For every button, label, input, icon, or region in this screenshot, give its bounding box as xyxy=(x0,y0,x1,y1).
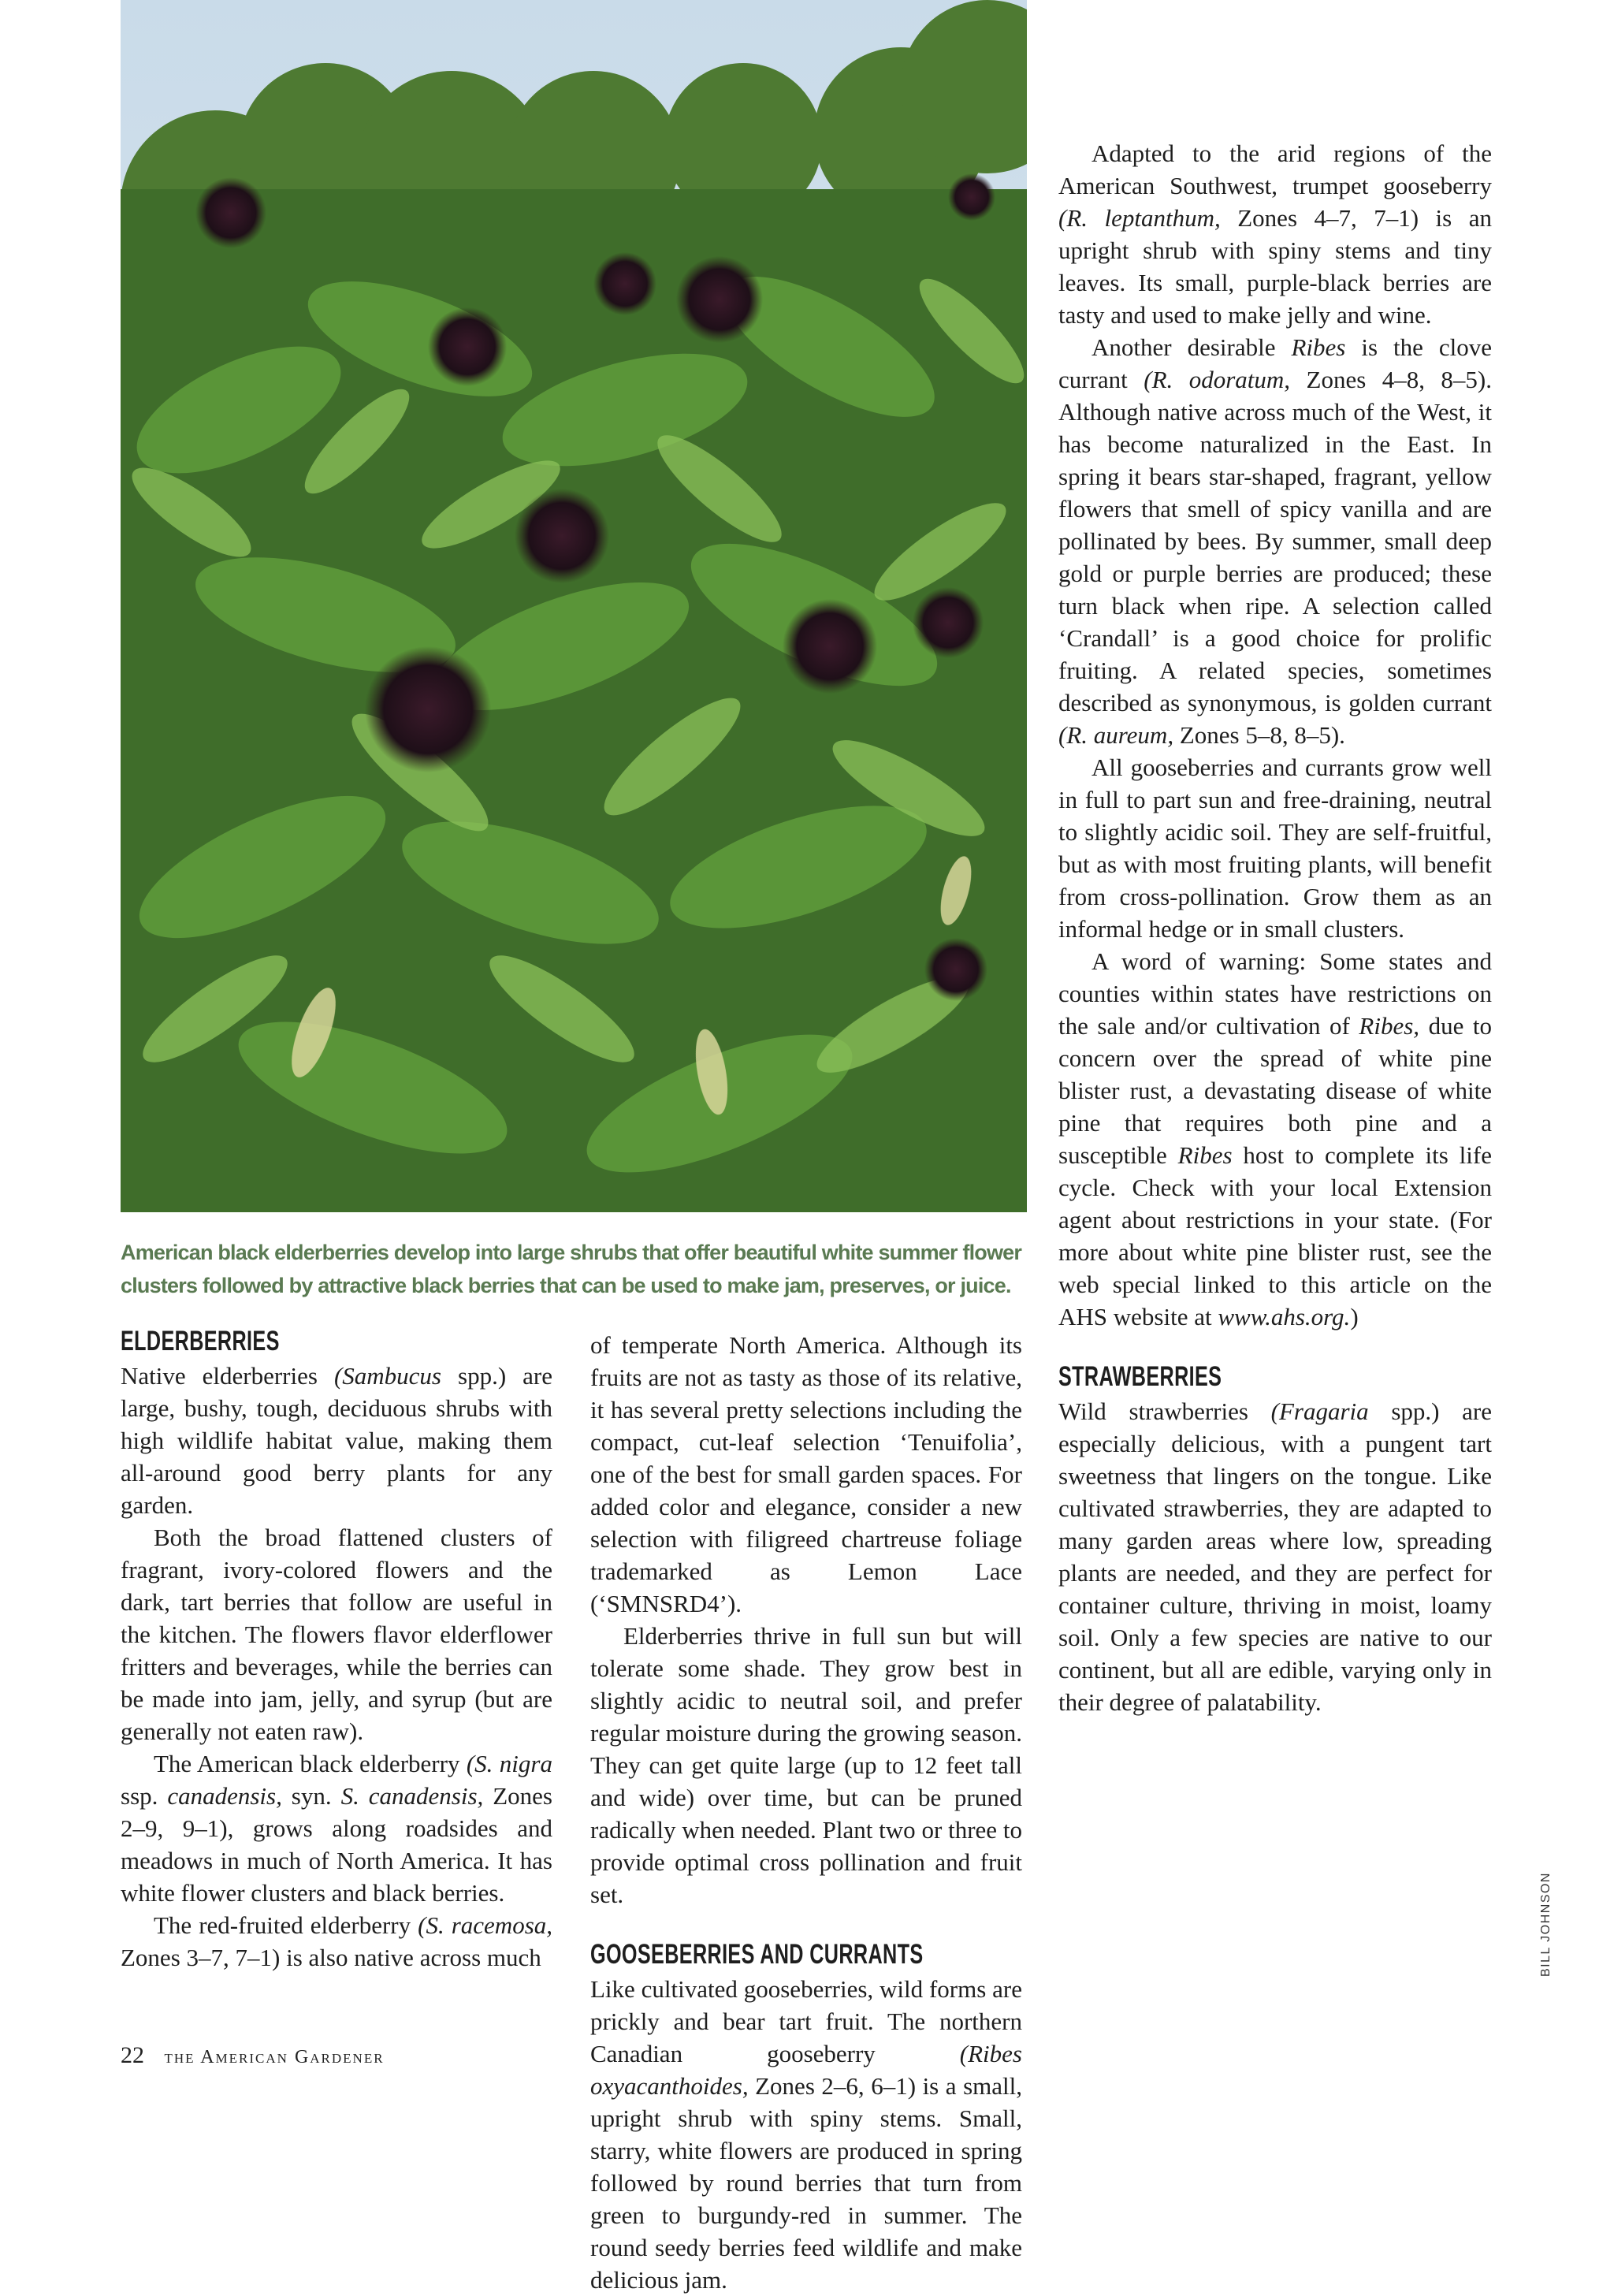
paragraph: Both the broad flattened clusters of fragrant, ivory-colored flowers and the dark, tart berries that follow are useful in the kitchen. The flowers flavor elderflower fritters and beverages, while the berries can be made into jam, jelly, and syrup (but are generally not eaten raw). xyxy=(121,1524,552,1745)
magazine-title: the American Gardener xyxy=(164,2047,385,2067)
heading-strawberries: STRAWBERRIES xyxy=(1058,1361,1222,1392)
elderberry-shrub-photo xyxy=(121,0,1027,1212)
paragraph-continued: of temperate North America. Although its fruits are not as tasty as those of its relative, it has several pretty selections including the compact, cut-leaf selection ‘Tenuifolia’, one of the best for small garden spaces. For added color and elegance, consider a new selection with filigreed chartreuse foliage trademarked as Lemon Lace (‘SMNSRD4’). xyxy=(590,1331,1022,1617)
page-footer xyxy=(121,2042,672,2069)
page-number: 22 xyxy=(121,2042,144,2068)
heading-elderberries: ELDERBERRIES xyxy=(121,1326,280,1356)
column-2 xyxy=(590,1329,1022,2296)
heading-gooseberries-and-currants: GOOSEBERRIES AND CURRANTS xyxy=(590,1939,924,1970)
paragraph: A word of warning: Some states and counties within states have restrictions on the sale and/or cultivation of Ribes, due to concern over the spread of white pine blister rust, a devastating disease of white pine that requires both pine and a susceptible Ribes host to complete its life cycle. Check with your local Extension agent about restrictions in your state. (For more about white pine blister rust, see the web special linked to this article on the AHS website at www.ahs.org.) xyxy=(1058,947,1492,1330)
paragraph: Elderberries thrive in full sun but will tolerate some shade. They grow best in slightly acidic to neutral soil, and prefer regular moisture during the growing season. They can get quite large (up to 12 feet tall and wide) over time, but can be pruned radically when needed. Plant two or three to provide optimal cross pollination and fruit set. xyxy=(590,1622,1022,1908)
paragraph: Another desirable Ribes is the clove currant (R. odoratum, Zones 4–8, 8–5). Although native across much of the West, it has become naturalized in the East. In spring it bears star-shaped, fragrant, yellow flowers that smell of spicy vanilla and are pollinated by bees. By summer, small deep gold or purple berries are produced; these turn black when ripe. A selection called ‘Crandall’ is a good choice for prolific fruiting. A related species, sometimes described as synonymous, is golden currant (R. aureum, Zones 5–8, 8–5). xyxy=(1058,333,1493,749)
photo-credit xyxy=(1539,1872,1563,1977)
paragraph: Adapted to the arid regions of the American Southwest, trumpet gooseberry (R. leptanthum, Zones 4–7, 7–1) is an upright shrub with spiny stems and tiny leaves. Its small, purple-black berries are tasty and used to make jelly and wine. xyxy=(1058,140,1492,329)
paragraph: The red-fruited elderberry (S. racemosa, Zones 3–7, 7–1) is also native across much xyxy=(121,1911,553,1971)
photo-credit-text: BILL JOHNSON xyxy=(1539,1872,1553,1977)
paragraph: Wild strawberries (Fragaria spp.) are especially delicious, with a pungent tart sweetness that lingers on the tongue. Like cultivated strawberries, they are adapted to many garden areas where low, spreading plants are needed, and they are perfect for container culture, thriving in moist, loamy soil. Only a few species are native to our continent, but all are edible, varying only in their degree of palatability. xyxy=(1058,1397,1492,1716)
column-1 xyxy=(121,1323,552,1974)
paragraph: All gooseberries and currants grow well in full to part sun and free-draining, neutral to slightly acidic soil. They are self-fruitful, but as with most fruiting plants, will benefit from cross-pollination. Grow them as an informal hedge or in small clusters. xyxy=(1058,754,1492,943)
paragraph: Native elderberries (Sambucus spp.) are large, bushy, tough, deciduous shrubs with high wildlife habitat value, making them all-around good berry plants for any garden. xyxy=(121,1362,552,1519)
column-3 xyxy=(1058,137,1492,1718)
paragraph: Like cultivated gooseberries, wild forms are prickly and bear tart fruit. The northern Canadian gooseberry (Ribes oxyacanthoides, Zones 2–6, 6–1) is a small, upright shrub with spiny stems. Small, starry, white flowers are produced in spring followed by round berries that turn from green to burgundy-red in summer. The round seedy berries feed wildlife and make delicious jam. xyxy=(590,1975,1022,2294)
paragraph: The American black elderberry (S. nigra ssp. canadensis, syn. S. canadensis, Zones 2–9, 9–1), grows along roadsides and meadows in much of North America. It has white flower clusters and black berries. xyxy=(121,1750,552,1907)
photo-caption: American black elderberries develop into large shrubs that offer beautiful white summer flower clusters followed by attractive black berries that can be used to make jam, preserves, or juice. xyxy=(121,1241,1022,1297)
